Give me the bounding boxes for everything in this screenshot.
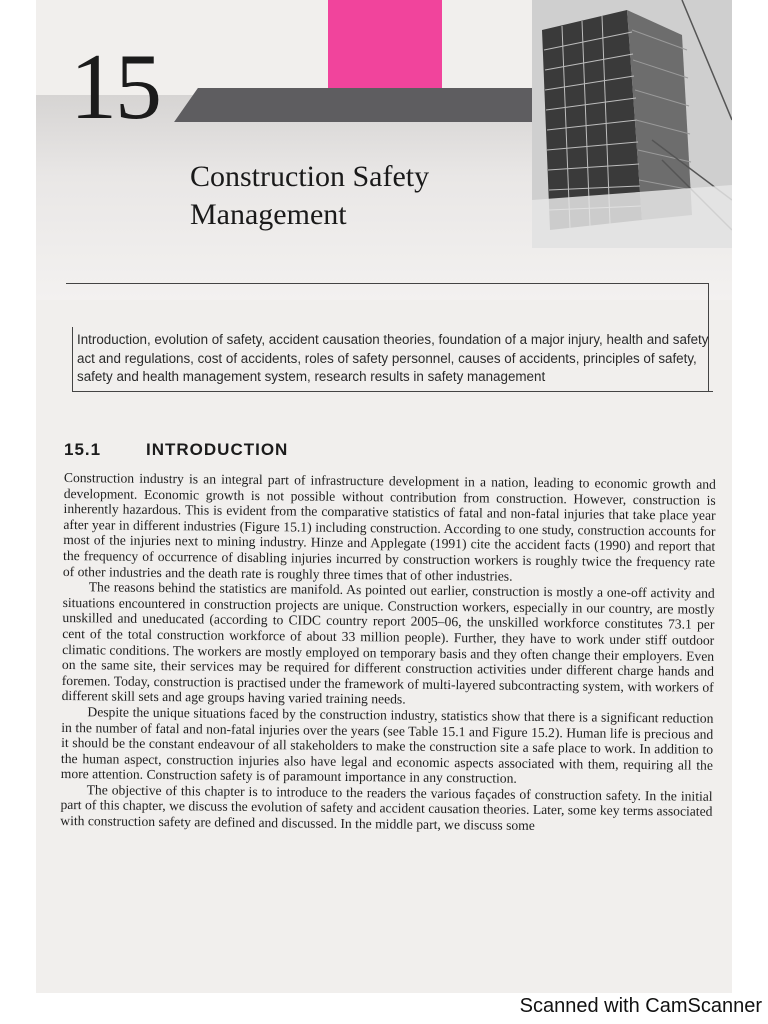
sticky-note <box>328 0 442 88</box>
book-page <box>36 0 732 993</box>
chapter-synopsis-text: Introduction, evolution of safety, accident causation theories, foundation of a major injury, health and safety act and regulations, cost of accidents, roles of safety personnel, causes of accidents, principles of safety, safety and health management system, research results in safety management <box>72 327 713 392</box>
section-title: INTRODUCTION <box>146 440 289 459</box>
building-photo <box>532 0 732 248</box>
chapter-title: Construction Safety Management <box>190 160 430 231</box>
paragraph: The objective of this chapter is to introduce to the readers the various façades of construction safety. In the initial part of this chapter, we discuss the evolution of safety and accident causation theories. Later, some key terms associated with construction safety are defined and discussed. In the middle part, we discuss some <box>60 782 713 834</box>
chapter-number: 15 <box>70 35 160 139</box>
paragraph: Despite the unique situations faced by the construction industry, statistics show that there is a significant reduction in the number of fatal and non-fatal injuries over the years (see Table 15.1 and Figure 15.2). Human life is precious and it should be the constant endeavour of all stakeholders to make the construction site a safe place to work. In addition to the human aspect, construction injuries also have legal and economic aspects associated with them, requiring all the more attention. Construction safety is of paramount importance in any construction. <box>60 704 714 787</box>
scanner-watermark: Scanned with CamScanner <box>519 995 762 1017</box>
header-stripe <box>174 88 558 122</box>
section-number: 15.1 <box>64 440 102 459</box>
paragraph: Construction industry is an integral part of infrastructure development in a nation, leading to economic growth and development. Economic growth is not possible without contribution from construction. However, construction is inherently hazardous. This is evident from the comparative statistics of fatal and non-fatal injuries that take place year after year in different industries (Figure 15.1) including construction. According to one study, construction accounts for most of the injuries next to mining industry. Hinze and Applegate (1991) cite the accident facts (1990) and report that the frequency of occurrence of disabling injuries incurred by construction workers is roughly twice the frequency rate of other industries and the death rate is roughly three times that of other industries. <box>62 470 716 584</box>
section-heading <box>64 440 288 460</box>
paragraph: The reasons behind the statistics are manifold. As pointed out earlier, construction is mostly a one-off activity and situations encountered in construction projects are unique. Construction workers, especially in our country, are mostly unskilled and uneducated (according to CIDC country report 2005–06, the unskilled workforce constitutes 73.1 per cent of the total construction workforce of about 33 million people). Further, they have to work under stiff outdoor climatic conditions. The workers are mostly employed on temporary basis and they often change their employers. Even on the same site, their services may be required for different construction activities under different charge hands and foremen. Today, construction is practised under the framework of multi-layered subcontracting system, with workers of different skill sets and age groups having varied training needs. <box>61 579 715 707</box>
chapter-synopsis-box <box>66 283 709 393</box>
body-text <box>60 470 716 835</box>
